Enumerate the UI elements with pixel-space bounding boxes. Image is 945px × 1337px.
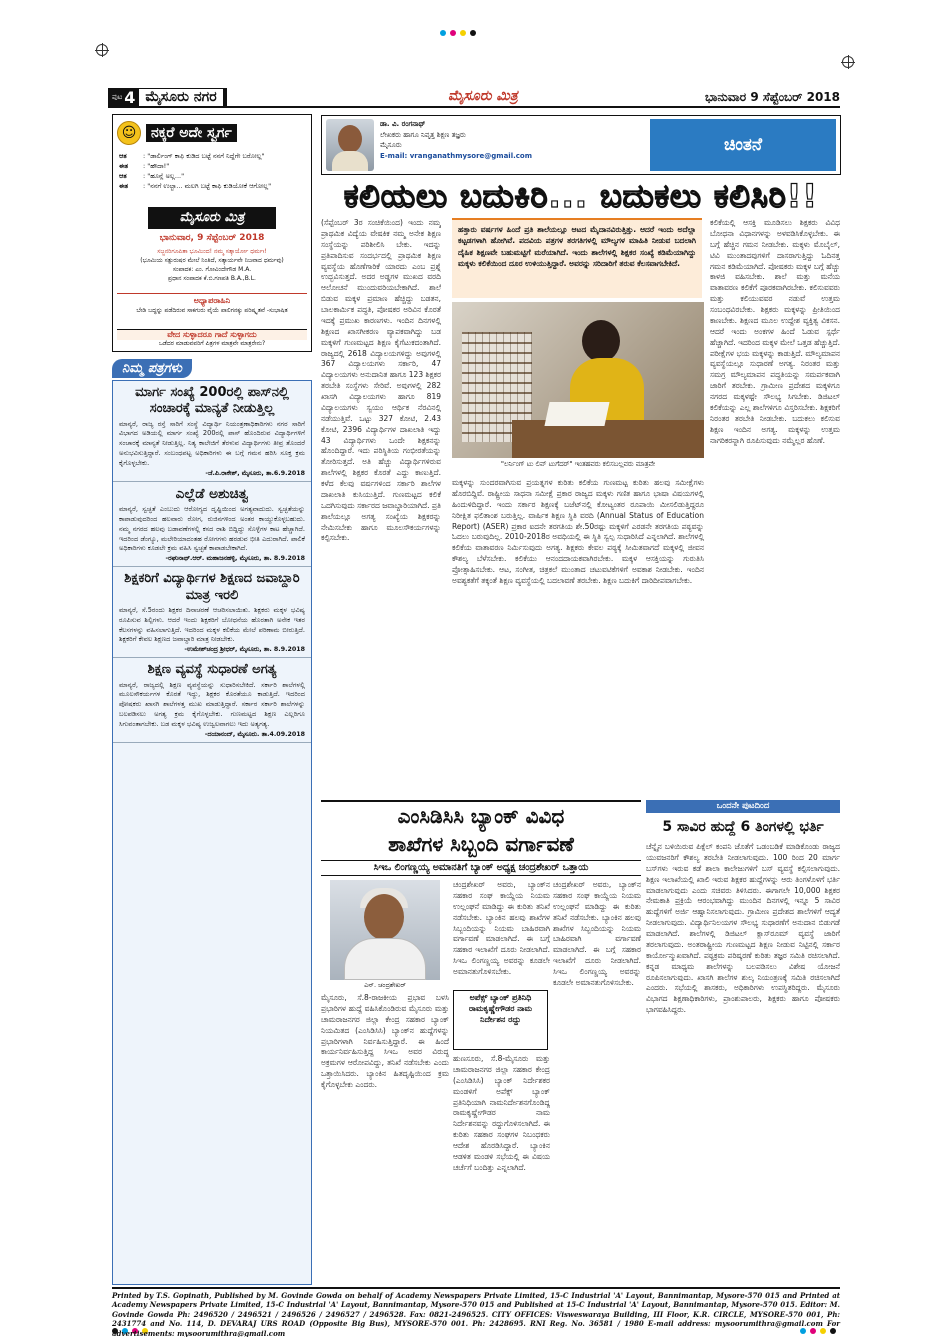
- laughing-face-icon: ☺: [117, 121, 141, 145]
- continued-label: ಒಂದನೇ ಪುಟದಿಂದ: [646, 800, 840, 813]
- letter-body: ಮಾನ್ಯರೆ, ರಾಜ್ಯ ರಸ್ತೆ ಸಾರಿಗೆ ಸಂಸ್ಥೆ ವಿದ್ಯಾರ್ಥಿ ನಿಯಂತ್ರಣಾಧಿಕಾರಿಗಳು ನಗರ ಸಾರಿಗೆ ವಿಭಾಗದ ಅಡಿಯಲ್ಲಿ ಮಾರ್ಗ ಸಂಖ್ಯೆ 200ರಲ್ಲಿ ಪಾಸ್ ಹೊಂದಿರುವ ವಿದ್ಯಾರ್ಥಿಗಳಿಗೆ ಸಂಚಾರಕ್ಕೆ ಮಾನ್ಯತೆ ನೀಡುತ್ತಿಲ್ಲ. ನಿತ್ಯ ಕಾಲೇಜಿಗೆ ತೆರಳುವ ವಿದ್ಯಾರ್ಥಿಗಳು ತೀವ್ರ ತೊಂದರೆ ಅನುಭವಿಸುತ್ತಿದ್ದಾರೆ. ಸಂಬಂಧಪಟ್ಟ ಅಧಿಕಾರಿಗಳು ಈ ಬಗ್ಗೆ ಗಮನ ಹರಿಸಿ ಸೂಕ್ತ ಕ್ರಮ ಕೈಗೊಳ್ಳಬೇಕು.: [119, 419, 305, 468]
- joke-line: [119, 181, 307, 191]
- masthead-info: [117, 247, 307, 283]
- bank-column-3: ಚಂದ್ರಶೇಖರ್ ಅವರು, ಬ್ಯಾಂಕ್‌ನ ಸಹಕಾರ ಸಂಘ ಕಾಯ್ದೆಯ ನಿಯಮ ಉಲ್ಲಂಘನೆ ಮಾಡಿದ್ದು ಈ ಕುರಿತು ತನಿಖೆ ನಡೆಸಬೇಕು. ಬ್ಯಾಂಕಿನ ಹಲವು ಶಾಖೆಗಳ ಸಿಬ್ಬಂದಿಯನ್ನು ನಿಯಮ ಬಾಹಿರವಾಗಿ ವರ್ಗಾವಣೆ ಮಾಡಲಾಗಿದೆ. ಈ ಬಗ್ಗೆ ಸಹಕಾರ ಇಲಾಖೆಗೆ ದೂರು ನೀಡಲಾಗಿದೆ. ಸಿಇಒ ಲಿಂಗಣ್ಣಯ್ಯ ಅವರನ್ನು ಕೂಡಲೇ ಅಮಾನತುಗೊಳಿಸಬೇಕು.: [553, 880, 641, 987]
- person-face: [364, 894, 404, 940]
- letter-headline: ಎಲ್ಲೆಡೆ ಅಶುಚಿತ್ವ: [175, 485, 249, 502]
- letter-headline: ಶಿಕ್ಷಣ ವ್ಯವಸ್ಥೆ ಸುಧಾರಣೆ ಅಗತ್ಯ: [147, 662, 277, 678]
- author-name: ಡಾ. ವಿ. ರಂಗನಾಥ್: [380, 120, 426, 128]
- continued-body: ಚೆನ್ನೈನ ಬಳಿಯಿರುವ ಪಿಕ್ಸೆಲ್ ಕಂಪನಿ ಜೊತೆಗೆ ಒಡಂಬಡಿಕೆ ಮಾಡಿಕೊಂಡು ರಾಜ್ಯದ ಯುವಜನರಿಗೆ ಕೌಶಲ್ಯ ತರಬೇತಿ ನೀಡಲಾಗುವುದು. 100 ರಿಂದ 20 ಮಾರ್ಗ ಬಸ್‌ಗಳು ಇರುವ ಕಡೆ ಶಾಲಾ ಕಾಲೇಜುಗಳಿಗೆ ಬಸ್ ವ್ಯವಸ್ಥೆ ಕಲ್ಪಿಸಲಾಗುವುದು. ಶಿಕ್ಷಣ ಇಲಾಖೆಯಲ್ಲಿ ಖಾಲಿ ಇರುವ ಶಿಕ್ಷಕರ ಹುದ್ದೆಗಳನ್ನು ಆರು ತಿಂಗಳೊಳಗೆ ಭರ್ತಿ ಮಾಡಲಾಗುವುದು ಎಂದು ಸಚಿವರು ತಿಳಿಸಿದರು. ಈಗಾಗಲೇ 10,000 ಶಿಕ್ಷಕರ ನೇಮಕಾತಿ ಪ್ರಕ್ರಿಯೆ ಆರಂಭವಾಗಿದ್ದು ಮುಂದಿನ ದಿನಗಳಲ್ಲಿ ಇನ್ನೂ 5 ಸಾವಿರ ಹುದ್ದೆಗಳಿಗೆ ಅರ್ಜಿ ಆಹ್ವಾನಿಸಲಾಗುವುದು. ಗ್ರಾಮೀಣ ಪ್ರದೇಶದ ಶಾಲೆಗಳಿಗೆ ಆದ್ಯತೆ ನೀಡಲಾಗುವುದು. ವಿದ್ಯಾರ್ಥಿನಿಲಯಗಳ ಸೌಲಭ್ಯ ಸುಧಾರಣೆಗೆ ಅನುದಾನ ಬಿಡುಗಡೆ ಮಾಡಲಾಗಿದೆ. ಶಾಲೆಗಳಲ್ಲಿ ಡಿಜಿಟಲ್ ಕ್ಲಾಸ್‌ರೂಮ್ ವ್ಯವಸ್ಥೆ ಜಾರಿಗೆ ತರಲಾಗುವುದು. ಅಂತರಾಷ್ಟ್ರೀಯ ಗುಣಮಟ್ಟದ ಶಿಕ್ಷಣ ನೀಡುವ ನಿಟ್ಟಿನಲ್ಲಿ ಸರ್ಕಾರ ಕಾರ್ಯೋನ್ಮುಖವಾಗಿದೆ. ಪಠ್ಯಕ್ರಮ ಪರಿಷ್ಕರಣೆ ಕುರಿತು ತಜ್ಞರ ಸಮಿತಿ ರಚಿಸಲಾಗಿದೆ. ಕನ್ನಡ ಮಾಧ್ಯಮ ಶಾಲೆಗಳನ್ನು ಬಲಪಡಿಸಲು ವಿಶೇಷ ಯೋಜನೆ ರೂಪಿಸಲಾಗುವುದು. ಖಾಸಗಿ ಶಾಲೆಗಳ ಶುಲ್ಕ ನಿಯಂತ್ರಣಕ್ಕೆ ಸಮಿತಿ ರಚಿಸಲಾಗಿದೆ ಎಂದರು. ಸಭೆಯಲ್ಲಿ ಶಾಸಕರು, ಅಧಿಕಾರಿಗಳು ಉಪಸ್ಥಿತರಿದ್ದರು. ಮೈಸೂರು ವಿಭಾಗದ ಶಿಕ್ಷಣಾಧಿಕಾರಿಗಳು, ಪ್ರಾಂಶುಪಾಲರು, ಶಿಕ್ಷಕರು ಹಾಗೂ ಪೋಷಕರು ಭಾಗವಹಿಸಿದ್ದರು.: [646, 842, 840, 1015]
- reading-table: [512, 420, 704, 458]
- chandrashekar-photo: [330, 880, 440, 980]
- article-column-3: ಕಲಿಕೆಯಲ್ಲಿ ಆಸಕ್ತಿ ಮೂಡಿಸಲು ಶಿಕ್ಷಕರು ವಿವಿಧ ಬೋಧನಾ ವಿಧಾನಗಳನ್ನು ಅಳವಡಿಸಿಕೊಳ್ಳಬೇಕು. ಈ ಬಗ್ಗೆ ಹೆಚ್ಚಿನ ಗಮನ ನೀಡಬೇಕು. ಮಕ್ಕಳು ಮೊಬೈಲ್, ಟಿವಿ ಮುಂತಾದವುಗಳಿಗೆ ದಾಸರಾಗುತ್ತಿದ್ದು ಓದಿನತ್ತ ಗಮನ ಕಡಿಮೆಯಾಗಿದೆ. ಪೋಷಕರು ಮಕ್ಕಳ ಬಗ್ಗೆ ಹೆಚ್ಚು ಕಾಳಜಿ ವಹಿಸಬೇಕು. ಶಾಲೆ ಮತ್ತು ಮನೆಯ ವಾತಾವರಣ ಕಲಿಕೆಗೆ ಪೂರಕವಾಗಿರಬೇಕು. ಕಲಿಸುವವರು ಮತ್ತು ಕಲಿಯುವವರ ನಡುವೆ ಉತ್ತಮ ಸಂಬಂಧವಿರಬೇಕು. ಶಿಕ್ಷಕರು ಮಕ್ಕಳನ್ನು ಪ್ರೀತಿಯಿಂದ ಕಾಣಬೇಕು. ಶಿಕ್ಷಣದ ಮೂಲ ಉದ್ದೇಶ ವ್ಯಕ್ತಿತ್ವ ವಿಕಸನ. ಆದರೆ ಇಂದು ಅಂಕಗಳ ಹಿಂದೆ ಓಡುವ ಸ್ಪರ್ಧೆ ಹೆಚ್ಚಾಗಿದೆ. ಇದರಿಂದ ಮಕ್ಕಳ ಮೇಲೆ ಒತ್ತಡ ಹೆಚ್ಚುತ್ತಿದೆ. ಪರೀಕ್ಷೆಗಳ ಭಯ ಮಕ್ಕಳನ್ನು ಕಾಡುತ್ತಿದೆ. ಮೌಲ್ಯಮಾಪನ ವ್ಯವಸ್ಥೆಯಲ್ಲೂ ಸುಧಾರಣೆ ಅಗತ್ಯ. ನಿರಂತರ ಮತ್ತು ಸಮಗ್ರ ಮೌಲ್ಯಮಾಪನ ಪದ್ಧತಿಯನ್ನು ಸಮರ್ಪಕವಾಗಿ ಜಾರಿಗೆ ತರಬೇಕು. ಗ್ರಾಮೀಣ ಪ್ರದೇಶದ ಮಕ್ಕಳಿಗೂ ನಗರದ ಮಕ್ಕಳಷ್ಟೇ ಸೌಲಭ್ಯ ಸಿಗಬೇಕು. ಡಿಜಿಟಲ್ ಕಲಿಕೆಯನ್ನು ಎಲ್ಲ ಶಾಲೆಗಳಿಗೂ ವಿಸ್ತರಿಸಬೇಕು. ಶಿಕ್ಷಕರಿಗೆ ನಿರಂತರ ತರಬೇತಿ ನೀಡಬೇಕು. ಬದುಕಲು ಕಲಿಸುವ ಶಿಕ್ಷಣ ಇಂದಿನ ಅಗತ್ಯ. ಮಕ್ಕಳನ್ನು ಉತ್ತಮ ನಾಗರಿಕರನ್ನಾಗಿ ರೂಪಿಸುವುದು ನಮ್ಮೆಲ್ಲರ ಹೊಣೆ.: [710, 218, 840, 445]
- author-place: ಮೈಸೂರು: [380, 141, 402, 149]
- page-number: 4: [124, 88, 136, 107]
- column-author-box: [321, 115, 841, 175]
- open-book: [544, 402, 609, 426]
- bank-column-2-continued: ಹುಣಸೂರು, ಸೆ.8-ಮೈಸೂರು ಮತ್ತು ಚಾಮರಾಜನಗರ ಜಿಲ್ಲಾ ಸಹಕಾರ ಕೇಂದ್ರ (ಎಂಸಿಡಿಸಿಸಿ) ಬ್ಯಾಂಕ್ ನಿರ್ದೇಶಕರ ಮಂಡಳಿಗೆ ಅಪೆಕ್ಸ್ ಬ್ಯಾಂಕ್ ಪ್ರತಿನಿಧಿಯಾಗಿ ನಾಮನಿರ್ದೇಶನಗೊಂಡಿದ್ದ ರಾಮಕೃಷ್ಣೇಗೌಡರ ನಾಮ ನಿರ್ದೇಶನವನ್ನು ರದ್ದುಗೊಳಿಸಲಾಗಿದೆ. ಈ ಕುರಿತು ಸಹಕಾರ ಸಂಘಗಳ ನಿಬಂಧಕರು ಆದೇಶ ಹೊರಡಿಸಿದ್ದಾರೆ. ಬ್ಯಾಂಕಿನ ಆಡಳಿತ ಮಂಡಳಿ ಸಭೆಯಲ್ಲಿ ಈ ವಿಷಯ ಚರ್ಚೆಗೆ ಬಂದಿತ್ತು ಎನ್ನಲಾಗಿದೆ.: [453, 1054, 550, 1172]
- section-title: ಮೈಸೂರು ನಗರ: [139, 89, 222, 106]
- page-number-box: [108, 88, 227, 107]
- author-face: [338, 125, 362, 153]
- article-lead-box: ಹತ್ತಾರು ವರ್ಷಗಳ ಹಿಂದೆ ಪ್ರತಿ ಶಾಲೆಯಲ್ಲೂ ಆಟದ ಮೈದಾನವಿರುತ್ತಿತ್ತು. ಆದರೆ ಇಂದು ಅದೆಲ್ಲಾ ಕಟ್ಟಡಗಳಾಗಿ ಹೋಗಿವೆ. ಪದವಿಯ ಪತ್ರಗಳ ತರಗತಿಗಳಲ್ಲಿ ಮೌಲ್ಯಗಳ ಮಾಹಿತಿ ನೀಡುವ ಬದಲಾಗಿ ದೈಹಿಕ ಶಿಕ್ಷಣವೇ ಬಹುಮಟ್ಟಿಗೆ ಮರೆಯಾಗಿದೆ. ಇಂದು ಶಾಲೆಗಳಲ್ಲಿ ಶಿಕ್ಷಕರ ಸಂಖ್ಯೆ ಕಡಿಮೆಯಾಗಿದ್ದು ಮಕ್ಕಳು ಕಲಿಕೆಯಿಂದ ದೂರ ಉಳಿಯುತ್ತಿದ್ದಾರೆ. ಅವರನ್ನು ಸರಿದಾರಿಗೆ ತರುವ ಕೆಲಸವಾಗಬೇಕಿದೆ.: [452, 218, 702, 298]
- dot-yellow: [820, 1328, 826, 1334]
- imprint-footer: Printed by T.S. Gopinath, Published by M. Govinde Gowda on behalf of Academy Newspapers Private Limited, 15-C Industrial 'A' Layout, Bannimantap, Mysore-570 015 and Printed at Academy Newspapers Private Limited, 15-C Industrial 'A' Layout, Bannimantap, Mysore-570 015 and Published at 15-C Industrial 'A' Layout, Bannimantap, Mysore-570 015. Editor: M. Govinde Gowda Ph: 2496520 / 2496521 / 2496526 / 2496527 / 2496528. Fax: 0821-2496525. CITY OFFICES: Visweswaraya Building, III Floor, K.R. CIRCLE, MYSORE-570 001, Ph: 2431774 and No. 114, D. DEVARAJ URS ROAD (Opposite Big Bus), MYSORE-570 001. Ph: 2428695. RNI Reg. No. 36581 / 1980 E-mail address: mysoorumithra@gmail.com For advertisements: mysoorumithra@gmail.com: [112, 1287, 840, 1325]
- registration-dots-top: [440, 30, 476, 36]
- photo-caption: "ಲರ್ನಿಂಗ್ ಟು ಲಿವ್ ಟುಗೆದರ್" ಇಂತಹವರು ಕಲಿಸಬಲ್ಲವರು ಮಾತ್ರವೇ: [500, 460, 656, 468]
- letter-item: [113, 486, 311, 567]
- author-shirt: [332, 151, 368, 171]
- speaker: ಆತ: [119, 172, 127, 181]
- letter-signature: -ಜೆ.ಪಿ.ರಾಕೇಶ್, ಮೈಸೂರು, ತಾ.6.9.2018: [113, 469, 311, 482]
- bank-column-2-text: ಚಂದ್ರಶೇಖರ್ ಅವರು, ಬ್ಯಾಂಕ್‌ನ ಸಹಕಾರ ಸಂಘ ಕಾಯ್ದೆಯ ನಿಯಮ ಉಲ್ಲಂಘನೆ ಮಾಡಿದ್ದು ಈ ಕುರಿತು ತನಿಖೆ ನಡೆಸಬೇಕು. ಬ್ಯಾಂಕಿನ ಹಲವು ಶಾಖೆಗಳ ಸಿಬ್ಬಂದಿಯನ್ನು ನಿಯಮ ಬಾಹಿರವಾಗಿ ವರ್ಗಾವಣೆ ಮಾಡಲಾಗಿದೆ. ಈ ಬಗ್ಗೆ ಸಹಕಾರ ಇಲಾಖೆಗೆ ದೂರು ನೀಡಲಾಗಿದೆ. ಸಿಇಒ ಲಿಂಗಣ್ಣಯ್ಯ ಅವರನ್ನು ಕೂಡಲೇ ಅಮಾನತುಗೊಳಿಸಬೇಕು.: [453, 880, 550, 976]
- speech: : "ಡಾರ್ಲಿಂಗ್ ಕಾಫಿ ಕುಡಿದ ಬಟ್ಟೆ ನನಗೆ ನಿದ್ದೆಗೇ ಬರೋಲ್ಲ": [143, 152, 265, 160]
- joke-title: [117, 119, 307, 147]
- joke-line: [119, 151, 307, 161]
- bank-photo-caption: ಎನ್. ಚಂದ್ರಶೇಖರ್: [364, 981, 406, 989]
- quote-box: [117, 293, 307, 315]
- joke-title-text: ನಕ್ಕರೆ ಅದೇ ಸ್ವರ್ಗ: [146, 124, 237, 142]
- bank-column-1: ಮೈಸೂರು, ಸೆ.8-ರಾಜಕೀಯ ಪ್ರಭಾವ ಬಳಸಿ ಪ್ರಭಾರಿಗಳ ಹುದ್ದೆ ವಹಿಸಿಕೊಂಡಿರುವ ಮೈಸೂರು ಮತ್ತು ಚಾಮರಾಜನಗರ ಜಿಲ್ಲಾ ಕೇಂದ್ರ ಸಹಕಾರ ಬ್ಯಾಂಕ್ ನಿಯಮಿತದ (ಎಂಸಿಡಿಸಿಸಿ) ಬ್ಯಾಂಕ್‌ನ ಹುದ್ದೆಗಳನ್ನು ಪ್ರಭಾರಿಗಳಾಗಿ ನಿರ್ವಹಿಸುತ್ತಿದ್ದಾರೆ. ಈ ಹಿಂದೆ ಕಾರ್ಯನಿರ್ವಹಿಸುತ್ತಿದ್ದ ಸಿಇಒ ಅವರ ವಿರುದ್ಧ ಅಕ್ರಮಗಳ ಆರೋಪವಿದ್ದು, ತನಿಖೆ ನಡೆಸಬೇಕು ಎಂದು ಒತ್ತಾಯಿಸಿದರು. ಬ್ಯಾಂಕಿನ ಹಿತದೃಷ್ಟಿಯಿಂದ ಕ್ರಮ ಕೈಗೊಳ್ಳಬೇಕು ಎಂದರು.: [321, 993, 449, 1089]
- motto: ಸಜ್ಜನರಿಗೂಪಿತಾ ಭೂಮಿಂದ! ನಮ್ಮ ಸತ್ಕಾರ್ಯೋ ಧರ್ಮಃ!: [157, 248, 267, 255]
- proverb-title: ವೇದ ಸುಳ್ಳಾದರೂ ಗಾದೆ ಸುಳ್ಳಾಗದು: [117, 330, 307, 340]
- crop-mark-left: [96, 44, 108, 56]
- bank-headline-line-1: ಎಂಸಿಡಿಸಿಸಿ ಬ್ಯಾಂಕ್ ವಿವಿಧ: [397, 804, 565, 828]
- author-photo: [326, 119, 374, 171]
- speech: : "ನನಗೆ ಉಲ್ಟಾ... ಮಲಗಿ ಬಟ್ಟೆ ಕಾಫಿ ಕುಡಿಯೋಕೆ ಆಗೋಲ್ಲ": [143, 182, 272, 191]
- proverb-text: ಒಡೆದರ ಮಾಡುವವರಿಗೆ ಪಿತ್ರಗಳ ಮಾತ್ರವೇ ಮಾತ್ರರೇನು?: [158, 340, 266, 347]
- apex-bank-headline: ಅಪೆಕ್ಸ್ ಬ್ಯಾಂಕ್ ಪ್ರತಿನಿಧಿ ರಾಮಕೃಷ್ಣೇಗೌಡರ ನಾಮ ನಿರ್ದೇಶನ ರದ್ದು: [468, 993, 533, 1024]
- speaker: ಆತ: [119, 152, 127, 160]
- article-column-2: ಮಕ್ಕಳನ್ನು ಸುಂದರವಾಗಿಸುವ ಪ್ರಯತ್ನಗಳ ಕುರಿತು ಕಲಿಕೆಯ ಗುಣಮಟ್ಟ ಕುರಿತು ಹಲವು ಸಮೀಕ್ಷೆಗಳು ಹೊರಬಿದ್ದಿವೆ. ರಾಷ್ಟ್ರೀಯ ಸಾಧನಾ ಸಮೀಕ್ಷೆ ಪ್ರಕಾರ ರಾಜ್ಯದ ಮಕ್ಕಳು ಗಣಿತ ಹಾಗೂ ಭಾಷಾ ವಿಷಯಗಳಲ್ಲಿ ಹಿಂದುಳಿದಿದ್ದಾರೆ. ಇಂದು ಸರ್ಕಾರ ಶಿಕ್ಷಣಕ್ಕೆ ಬಜೆಟ್‌ನಲ್ಲಿ ಕೋಟ್ಯಂತರ ರೂಪಾಯಿ ಮೀಸಲಿಡುತ್ತಿದ್ದರೂ ನಿರೀಕ್ಷಿತ ಫಲಿತಾಂಶ ಬರುತ್ತಿಲ್ಲ. ವಾರ್ಷಿಕ ಶಿಕ್ಷಣ ಸ್ಥಿತಿ ವರದಿ (Annual Status of Education Report) (ASER) ಪ್ರಕಾರ ಐದನೇ ತರಗತಿಯ ಶೇ.50ರಷ್ಟು ಮಕ್ಕಳಿಗೆ ಎರಡನೇ ತರಗತಿಯ ಪಠ್ಯವನ್ನು ಓದಲು ಬರುವುದಿಲ್ಲ. 2010-2018ರ ಅವಧಿಯಲ್ಲಿ ಈ ಸ್ಥಿತಿ ಸ್ವಲ್ಪ ಸುಧಾರಿಸಿದೆ ಎನ್ನಲಾಗಿದೆ. ಶಾಲೆಗಳಲ್ಲಿ ಕಲಿಕೆಯ ವಾತಾವರಣ ನಿರ್ಮಿಸುವುದು ಅಗತ್ಯ. ಶಿಕ್ಷಕರು ಕೇವಲ ಪಠ್ಯಕ್ಕೆ ಸೀಮಿತವಾಗದೆ ಮಕ್ಕಳಲ್ಲಿ ಜೀವನ ಕೌಶಲ್ಯ ಬೆಳೆಸಬೇಕು. ಕಲಿಕೆಯು ಆನಂದದಾಯಕವಾಗಿರಬೇಕು. ಮಕ್ಕಳ ಆಸಕ್ತಿಯನ್ನು ಗುರುತಿಸಿ ಪ್ರೋತ್ಸಾಹಿಸಬೇಕು. ಆಟ, ಸಂಗೀತ, ಚಿತ್ರಕಲೆ ಮುಂತಾದ ಚಟುವಟಿಕೆಗಳಿಗೆ ಅವಕಾಶ ನೀಡಬೇಕು. ಇಂದಿನ ಅವಶ್ಯಕತೆಗೆ ತಕ್ಕಂತೆ ಶಿಕ್ಷಣ ವ್ಯವಸ್ಥೆಯಲ್ಲಿ ಬದಲಾವಣೆ ತರಬೇಕು. ಶಿಕ್ಷಣ ಬದುಕಿಗೆ ದಾರಿದೀಪವಾಗಬೇಕು.: [452, 478, 704, 585]
- chief-editor-line: ಪ್ರಧಾನ ಸಂಪಾದಕ ಕೆ.ಬಿ.ಗಣಪತಿ B.A.,B.L.: [168, 275, 256, 282]
- person-shirt: [344, 938, 426, 980]
- dot-yellow: [460, 30, 466, 36]
- joke-line: [119, 171, 307, 181]
- letters-column: [112, 380, 312, 1285]
- dot-black: [470, 30, 476, 36]
- speaker: ಈತ: [119, 162, 129, 171]
- letter-item: [113, 385, 311, 482]
- student-head: [582, 320, 620, 362]
- dot-black: [830, 1328, 836, 1334]
- joke-masthead-box: [112, 114, 312, 352]
- quote-title: ಅಧ್ಯಾಪರಾಹಿನಿ: [193, 296, 231, 305]
- bank-headline: [321, 800, 641, 860]
- letters-section-title: ನಿಮ್ಮ ಪತ್ರಗಳು: [112, 359, 192, 378]
- page-header: [108, 88, 840, 108]
- quote-text: ಬೇಡಿ ಬದ್ಧನ್ನು ಪಡೆದಿರುವ ಸಾಕಗುರು ವೈಯೆ ಪಾಲಿಗನಕ್ಕು ಪರಿಷ್ಕೃತವೆ -ಸುಭಾಷಿತ: [136, 307, 288, 314]
- masthead-logo: ಮೈಸೂರು ಮಿತ್ರ: [148, 207, 276, 229]
- letters-header: [112, 357, 312, 379]
- speech: : "ಹೂನ್ಲೆ ಅಲ್ಲ...": [143, 172, 185, 181]
- article-column-1: (ಸೆಪ್ಟೆಂಬರ್ 3ರ ಸಂಚಿಕೆಯಿಂದ) ಇಂದು ನಮ್ಮ ಪ್ರಾಥಮಿಕ ವಿದ್ಯೆಯ ವೇಷಕಿಕ ನಮ್ಮ ಅನೇಕ ಶಿಕ್ಷಣ ಸಂಸ್ಥೆಯನ್ನು ಪರಿಶೀಲಿಸಿ ಬೇಕು. ಇದನ್ನು ಪ್ರತಿಪಾದಿಸುವ ಸಂದರ್ಭದಲ್ಲಿ ಪ್ರಾಥಮಿಕ ಶಿಕ್ಷಣ ವ್ಯವಸ್ಥೆಯ ಹೊಣೆಗಾರಿಕೆ ಯಾರದು ಎಂಬ ಪ್ರಶ್ನೆ ಉದ್ಭವಿಸುತ್ತದೆ. ಅದರ ಅಡ್ಡಗಳ ಮುಖದ ವರದಿ ಆಲೋಚನೆ ಮುಂದುವರಿಯಬೇಕಾಗಿದೆ. ಶಾಲೆ ಬಿಡುವ ಮಕ್ಕಳ ಪ್ರಮಾಣ ಹೆಚ್ಚಿದ್ದು ಬಡತನ, ಬಾಲಕಾರ್ಮಿಕ ಪದ್ಧತಿ, ಪೋಷಕರ ಅರಿವಿನ ಕೊರತೆ ಇದಕ್ಕೆ ಪ್ರಮುಖ ಕಾರಣಗಳು. ಇಂದಿನ ದಿನಗಳಲ್ಲಿ ಶಿಕ್ಷಣದ ಖಾಸಗೀಕರಣ ವ್ಯಾಪಕವಾಗಿದ್ದು ಬಡ ಮಕ್ಕಳಿಗೆ ಗುಣಮಟ್ಟದ ಶಿಕ್ಷಣ ಕೈಗೆಟುಕದಂತಾಗಿದೆ. ರಾಜ್ಯದಲ್ಲಿ 2618 ವಿದ್ಯಾಲಯಗಳಿದ್ದು ಅವುಗಳಲ್ಲಿ 367 ವಿದ್ಯಾಲಯಗಳು ಸರ್ಕಾರಿ, 47 ವಿದ್ಯಾಲಯಗಳು ಅನುದಾನಿತ ಹಾಗೂ 123 ಶಿಕ್ಷಕರ ತರಬೇತಿ ಸಂಸ್ಥೆಗಳು ಸೇರಿವೆ. ಅವುಗಳಲ್ಲಿ 282 ಖಾಸಗಿ ವಿದ್ಯಾಲಯಗಳು ಹಾಗೂ 819 ವಿದ್ಯಾಲಯಗಳು ಸ್ವಯಂ ಆರ್ಥಿಕ ನೆರವಿನಲ್ಲಿ ನಡೆಯುತ್ತಿವೆ. ಒಟ್ಟು 327 ಕೋಟಿ, 2.43 ಕೋಟಿ, 2396 ವಿದ್ಯಾರ್ಥಿಗಳ ದಾಖಲಾತಿ ಇದ್ದು 43 ವಿದ್ಯಾರ್ಥಿಗಳು ಒಂದೇ ಶಿಕ್ಷಕನನ್ನು ಹೊಂದಿದ್ದಾರೆ. ಇದು ಪರಿಸ್ಥಿತಿಯ ಗಂಭೀರತೆಯನ್ನು ತೋರಿಸುತ್ತದೆ. ಅತಿ ಹೆಚ್ಚು ವಿದ್ಯಾರ್ಥಿಗಳಿರುವ ಶಾಲೆಗಳಲ್ಲಿ ಶಿಕ್ಷಕರ ಕೊರತೆ ಎದ್ದು ಕಾಣುತ್ತಿದೆ. ಕಳೆದ ಕೆಲವು ವರ್ಷಗಳಿಂದ ಸರ್ಕಾರಿ ಶಾಲೆಗಳ ದಾಖಲಾತಿ ಕುಸಿಯುತ್ತಿದೆ. ಗುಣಮಟ್ಟದ ಕಲಿಕೆ ಒದಗಿಸುವುದು ಸರ್ಕಾರದ ಜವಾಬ್ದಾರಿಯಾಗಿದೆ. ಪ್ರತಿ ಶಾಲೆಯಲ್ಲೂ ಅಗತ್ಯ ಸಂಖ್ಯೆಯ ಶಿಕ್ಷಕರನ್ನು ನೇಮಿಸಬೇಕು ಹಾಗೂ ಮೂಲಸೌಕರ್ಯಗಳನ್ನು ಕಲ್ಪಿಸಬೇಕು.: [321, 218, 441, 543]
- letter-headline: ಮಾರ್ಗ ಸಂಖ್ಯೆ 200ರಲ್ಲಿ ಪಾಸ್‌ನಲ್ಲಿ ಸಂಚಾರಕ್ಕೆ ಮಾನ್ಯತೆ ನೀಡುತ್ತಿಲ್ಲ: [135, 385, 289, 417]
- dot-cyan: [440, 30, 446, 36]
- editor-line: ಸಂಪಾದಕ: ಎಂ. ಗೋವಿಂದೇಗೌಡ M.A.: [172, 266, 252, 273]
- letter-signature: -ರಘುನಾಥ್.ಆರ್. ಮಹಾಜನಹಳ್ಳಿ, ಮೈಸೂರು, ತಾ. 8.9.2018: [113, 554, 311, 567]
- proverb-box: [117, 329, 307, 347]
- letter-item: [113, 662, 311, 743]
- issue-date: ಭಾನುವಾರ 9 ಸೆಪ್ಟೆಂಬರ್ 2018: [704, 90, 840, 104]
- paper-name: ಮೈಸೂರು ಮಿತ್ರ: [448, 88, 518, 104]
- letter-body: ಮಾನ್ಯರೆ, ಸ್ವಚ್ಛತೆ ಎಂಬುದು ಆರೋಗ್ಯದ ದೃಷ್ಟಿಯಿಂದ ಅಗತ್ಯವಾದುದು. ಸ್ವಚ್ಛತೆಯನ್ನು ಕಾಪಾಡುವುದರಿಂದ ಹಲವಾರು ರೋಗ, ರುಜಿನಗಳಿಂದ ಅಂತರ ಕಾಯ್ದುಕೊಳ್ಳಬಹುದು. ನಮ್ಮ ನಗರದ ಹಲವು ಬಡಾವಣೆಗಳಲ್ಲಿ ಕಸದ ರಾಶಿ ಬಿದ್ದಿದ್ದು ಸೊಳ್ಳೆಗಳ ಕಾಟ ಹೆಚ್ಚಾಗಿದೆ. ಇದರಿಂದ ಡೆಂಗ್ಯೂ, ಮಲೇರಿಯಾದಂತಹ ರೋಗಗಳು ಹರಡುವ ಭೀತಿ ಎದುರಾಗಿದೆ. ಪಾಲಿಕೆ ಅಧಿಕಾರಿಗಳು ಕೂಡಲೇ ಕ್ರಮ ವಹಿಸಿ ಸ್ವಚ್ಛತೆ ಕಾಪಾಡಬೇಕಾಗಿದೆ.: [119, 504, 305, 553]
- author-email: E-mail: vranganathmysore@gmail.com: [380, 151, 533, 160]
- crop-mark-right: [842, 56, 854, 68]
- letter-headline: ಶಿಕ್ಷಕರಿಗೆ ವಿದ್ಯಾರ್ಥಿಗಳ ಶಿಕ್ಷಣದ ಜವಾಬ್ದಾರಿ ಮಾತ್ರ ಇರಲಿ: [124, 571, 300, 603]
- dot-cyan: [800, 1328, 806, 1334]
- author-role: ಲೇಖಕರು ಹಾಗೂ ನಿವೃತ್ತ ಶಿಕ್ಷಣ ತಜ್ಞರು: [380, 130, 466, 139]
- apex-bank-box: [453, 990, 548, 1050]
- continued-headline: 5 ಸಾವಿರ ಹುದ್ದೆ 6 ತಿಂಗಳಲ್ಲಿ ಭರ್ತಿ: [662, 819, 824, 835]
- motto-translation: (ಭೂಮಿಯ ಸತ್ಪುರುಷರ ಮೇಲೆ ನಿಂತಿದೆ, ಸತ್ಕಾರ್ಯವೇ ನಿಜವಾದ ಧರ್ಮವು): [140, 257, 284, 264]
- page-prefix: ಪುಟ: [112, 93, 123, 101]
- bank-headline-line-2: ಶಾಖೆಗಳ ಸಿಬ್ಬಂದಿ ವರ್ಗಾವಣೆ: [388, 832, 574, 856]
- main-headline: [321, 176, 841, 216]
- column-label: ಚಿಂತನೆ: [650, 119, 836, 171]
- letter-signature: -ದಯಾನಂದ್, ಮೈಸೂರು. ತಾ.4.09.2018: [113, 730, 311, 743]
- letter-signature: -ಉಮೇಶ್‌ಚಂದ್ರ ಶ್ರೀಧರ್, ಮೈಸೂರು, ತಾ. 8.9.2018: [113, 645, 311, 658]
- dot-magenta: [450, 30, 456, 36]
- letter-body: ಮಾನ್ಯರೆ, ರಾಜ್ಯದಲ್ಲಿ ಶಿಕ್ಷಣ ವ್ಯವಸ್ಥೆಯನ್ನು ಸುಧಾರಿಸಬೇಕಿದೆ. ಸರ್ಕಾರಿ ಶಾಲೆಗಳಲ್ಲಿ ಮೂಲಸೌಕರ್ಯಗಳ ಕೊರತೆ ಇದ್ದು, ಶಿಕ್ಷಕರ ಕೊರತೆಯೂ ಕಾಡುತ್ತಿದೆ. ಇದರಿಂದ ಪೋಷಕರು ಖಾಸಗಿ ಶಾಲೆಗಳತ್ತ ಮುಖ ಮಾಡುತ್ತಿದ್ದಾರೆ. ಸರ್ಕಾರ ಸರ್ಕಾರಿ ಶಾಲೆಗಳನ್ನು ಬಲಪಡಿಸಲು ಅಗತ್ಯ ಕ್ರಮ ಕೈಗೊಳ್ಳಬೇಕು. ಗುಣಮಟ್ಟದ ಶಿಕ್ಷಣ ಎಲ್ಲರಿಗೂ ಸಿಗುವಂತಾಗಬೇಕು. ಬಡ ಮಕ್ಕಳ ಭವಿಷ್ಯ ಉಜ್ವಲವಾಗಲು ಇದು ಅತ್ಯಗತ್ಯ.: [119, 680, 305, 729]
- joke-line: [119, 161, 307, 171]
- speech: : "ಹೌದಾ!": [143, 162, 170, 171]
- letter-body: ಮಾನ್ಯರೆ, ಸೆ.5ರಂದು ಶಿಕ್ಷಕರ ದಿನಾಚರಣೆ ಆಚರಿಸಲಾಯಿತು. ಶಿಕ್ಷಕರು ಮಕ್ಕಳ ಭವಿಷ್ಯ ರೂಪಿಸುವ ಶಿಲ್ಪಿಗಳು. ಆದರೆ ಇಂದು ಶಿಕ್ಷಕರಿಗೆ ಬೋಧನೆಯ ಹೊರತಾಗಿ ಅನೇಕ ಇತರ ಕೆಲಸಗಳನ್ನು ವಹಿಸಲಾಗುತ್ತಿದೆ. ಇದರಿಂದ ಮಕ್ಕಳ ಕಲಿಕೆಯ ಮೇಲೆ ಪರಿಣಾಮ ಬೀರುತ್ತಿದೆ. ಶಿಕ್ಷಕರಿಗೆ ಕೇವಲ ಶಿಕ್ಷಣದ ಜವಾಬ್ದಾರಿ ಮಾತ್ರ ನೀಡಬೇಕು.: [119, 605, 305, 644]
- dot-magenta: [810, 1328, 816, 1334]
- main-headline-text: ಕಲಿಯಲು ಬದುಕಿರಿ... ಬದುಕಲು ಕಲಿಸಿರಿ!!: [344, 176, 818, 215]
- letter-item: [113, 571, 311, 658]
- author-info: [380, 119, 600, 161]
- joke-dialogue: [119, 151, 307, 191]
- speaker: ಈತ: [119, 182, 129, 191]
- masthead-date: ಭಾನುವಾರ, 9 ಸೆಪ್ಟೆಂಬರ್ 2018: [159, 233, 265, 243]
- registration-dots-bottom-right: [800, 1328, 836, 1334]
- student-reading-photo: [452, 302, 704, 458]
- bank-subheadline: ಸಿಇಒ ಲಿಂಗಣ್ಣಯ್ಯ ಅಮಾನತಿಗೆ ಬ್ಯಾಂಕ್ ಅಧ್ಯಕ್ಷ ಚಂದ್ರಶೇಖರ್ ಒತ್ತಾಯ: [321, 860, 641, 876]
